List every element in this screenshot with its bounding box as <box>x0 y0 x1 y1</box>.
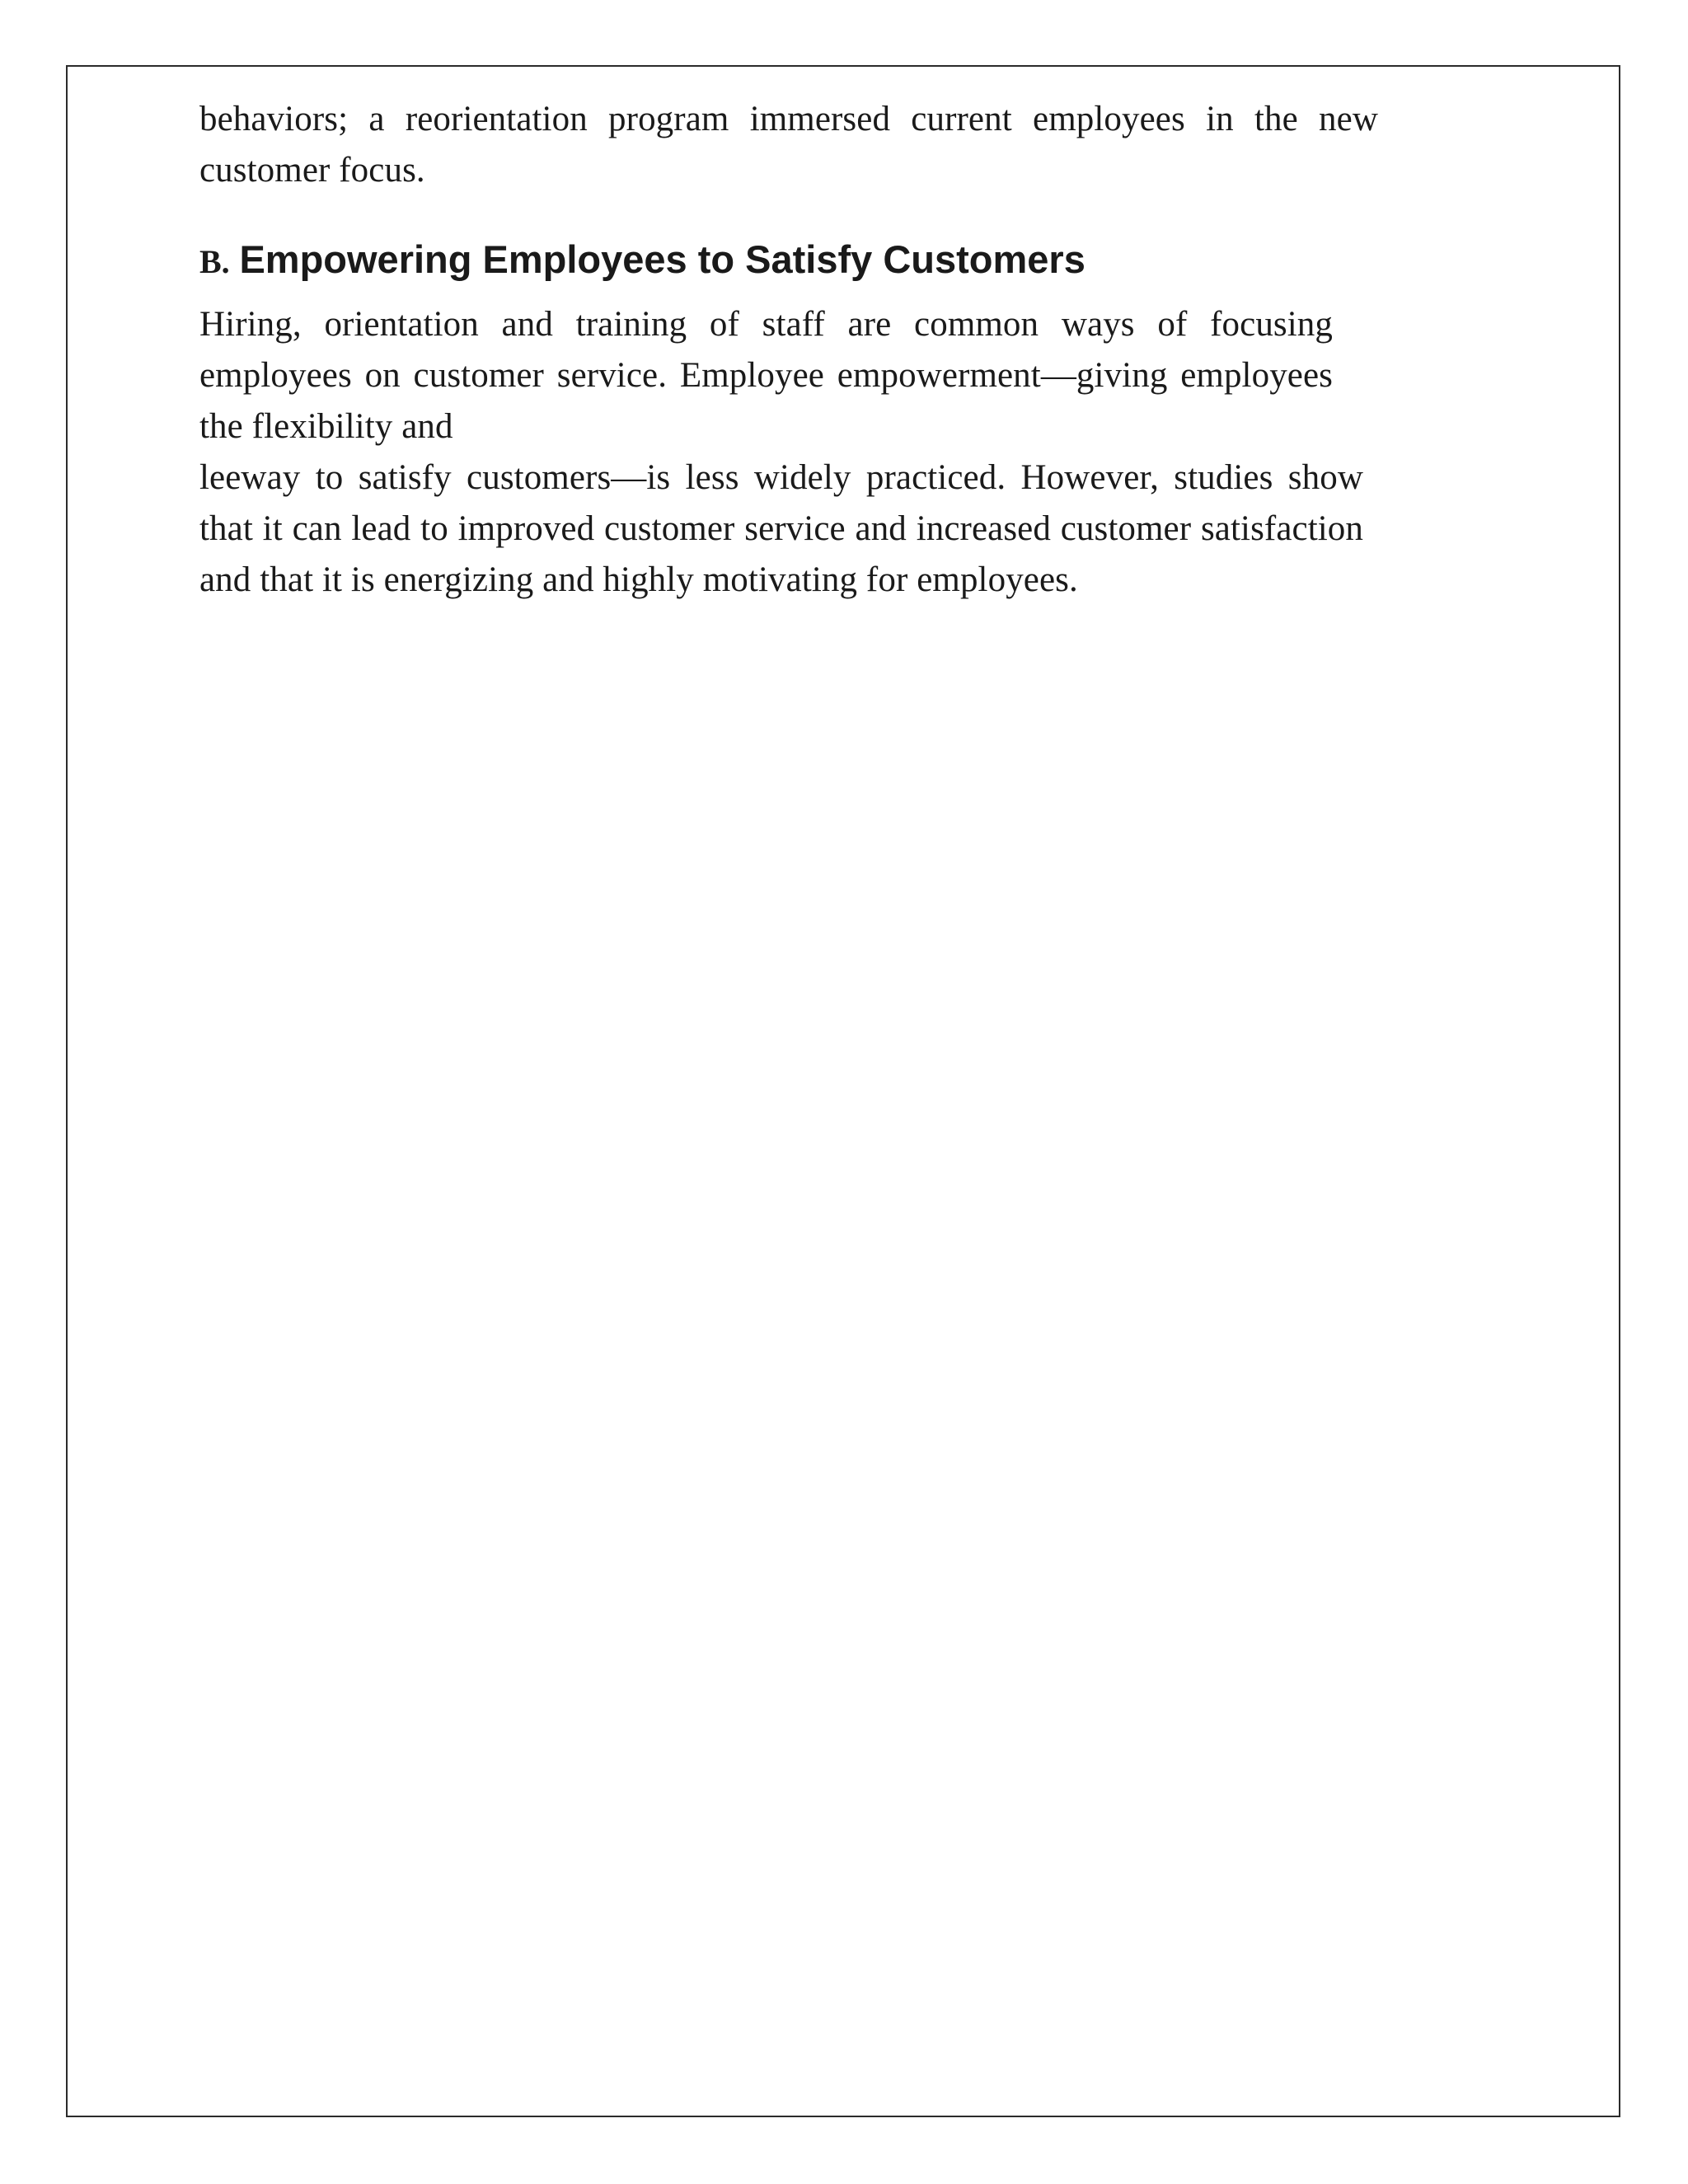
section-title: Empowering Employees to Satisfy Customers <box>239 237 1085 281</box>
document-body <box>199 94 1378 606</box>
section-heading <box>199 234 1378 288</box>
paragraph-hiring: Hiring, orientation and training of staff are common ways of focusing employees on customer service. Employee empowerment—giving employees the flexibility and <box>199 305 1333 446</box>
paragraph-leeway: leeway to satisfy customers—is less widely practiced. However, studies show that it can lead to improved customer service and increased customer satisfaction and that it is energizing and highly motivating for employees. <box>199 458 1363 599</box>
section-letter: B. <box>199 243 230 280</box>
intro-paragraph: behaviors; a reorientation program immersed current employees in the new customer focus. <box>199 100 1378 190</box>
